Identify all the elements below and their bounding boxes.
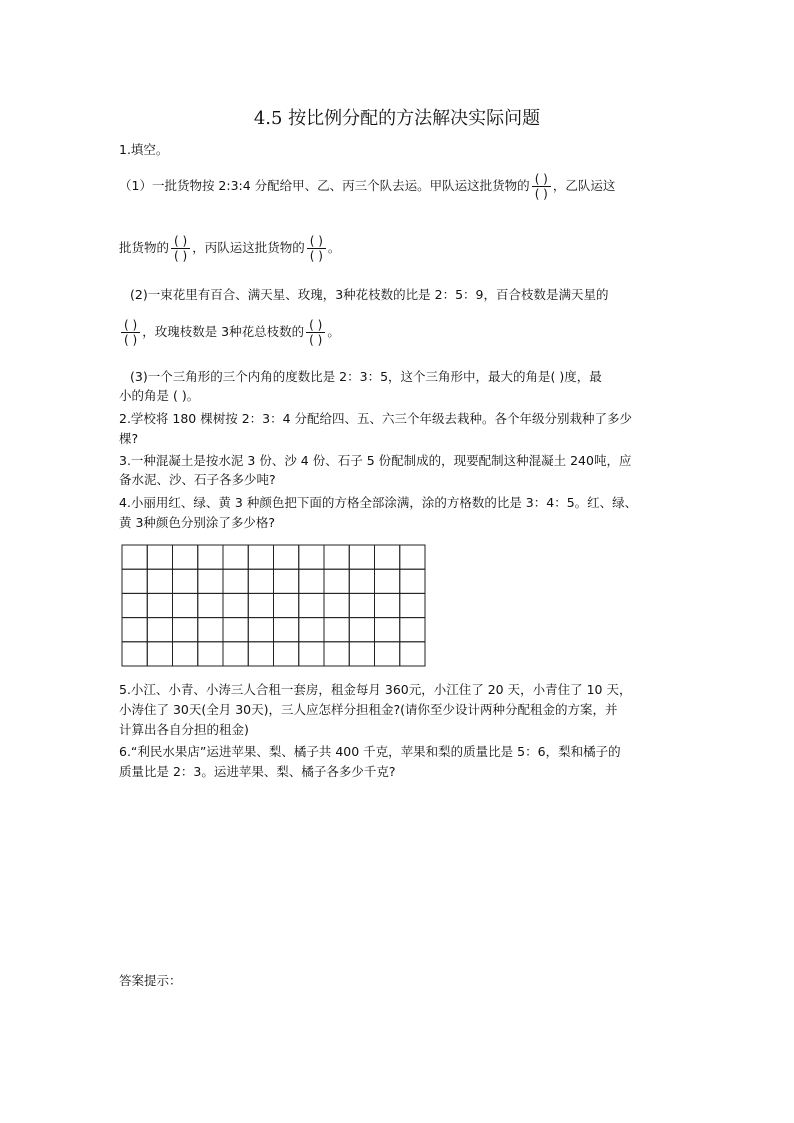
- grid-cell: [324, 545, 349, 569]
- section-heading: 1.填空。: [119, 142, 169, 157]
- grid-cell: [324, 593, 349, 617]
- grid-cell: [400, 593, 425, 617]
- grid-cell: [173, 545, 198, 569]
- fraction-blank: [306, 318, 325, 347]
- fraction-blank: [171, 234, 190, 263]
- square-grid: [121, 544, 426, 667]
- blank-numerator: ( ): [121, 318, 140, 333]
- grid-cell: [299, 545, 324, 569]
- grid-cell: [248, 642, 273, 666]
- grid-drawing: [121, 544, 426, 667]
- grid-cell: [223, 593, 248, 617]
- grid-cell: [349, 569, 374, 593]
- q1-text: 。: [327, 240, 341, 255]
- grid-cell: [122, 593, 147, 617]
- problem-3-line1: 3.一种混凝土是按水泥 3 份、沙 4 份、石子 5 份配制成的，现要配制这种混凝土 240吨，应: [119, 453, 632, 468]
- grid-cell: [375, 618, 400, 642]
- blank-numerator: ( ): [306, 318, 325, 333]
- problem-5-line1: 5.小江、小青、小涛三人合租一套房，租金每月 360元，小江住了 20 天，小青住了 10 天，: [119, 682, 632, 697]
- grid-cell: [349, 545, 374, 569]
- blank-denominator: ( ): [309, 333, 323, 347]
- grid-cell: [223, 545, 248, 569]
- grid-cell: [198, 642, 223, 666]
- fraction-blank: [307, 234, 326, 263]
- grid-cell: [122, 642, 147, 666]
- grid-cell: [248, 593, 273, 617]
- q1-text: （1）一批货物按 2:3:4 分配给甲、乙、丙三个队去运。甲队运这批货物的: [119, 178, 530, 193]
- blank-denominator: ( ): [124, 333, 138, 347]
- fraction-blank: [121, 318, 140, 347]
- grid-cell: [122, 569, 147, 593]
- grid-cell: [223, 642, 248, 666]
- grid-cell: [400, 569, 425, 593]
- fill-q2-line2: [119, 318, 340, 347]
- q2-text: ，玫瑰枝数是 3种花总枝数的: [142, 324, 305, 339]
- grid-cell: [400, 545, 425, 569]
- grid-cell: [349, 593, 374, 617]
- grid-cell: [173, 569, 198, 593]
- problem-5-line2: 小涛住了 30天(全月 30天)，三人应怎样分担租金?(请你至少设计两种分配租金的方案，并: [119, 702, 618, 717]
- grid-cell: [375, 642, 400, 666]
- grid-cell: [147, 642, 172, 666]
- grid-cell: [299, 618, 324, 642]
- grid-cell: [400, 618, 425, 642]
- grid-cell: [299, 642, 324, 666]
- page-title: 4.5 按比例分配的方法解决实际问题: [253, 108, 541, 129]
- grid-cell: [122, 618, 147, 642]
- blank-numerator: ( ): [307, 234, 326, 249]
- grid-cell: [299, 593, 324, 617]
- grid-cell: [147, 545, 172, 569]
- grid-cell: [349, 642, 374, 666]
- blank-numerator: ( ): [171, 234, 190, 249]
- grid-cell: [248, 569, 273, 593]
- grid-cell: [274, 618, 299, 642]
- fill-q1-line1: [119, 172, 615, 201]
- grid-cell: [349, 618, 374, 642]
- problem-2-line2: 棵?: [119, 431, 139, 446]
- grid-cell: [375, 569, 400, 593]
- grid-cell: [299, 569, 324, 593]
- fill-q3-line2: 小的角是 ( )。: [119, 388, 200, 403]
- problem-4-line2: 黄 3种颜色分别涂了多少格?: [119, 515, 276, 530]
- grid-cell: [147, 618, 172, 642]
- grid-cell: [274, 545, 299, 569]
- problem-4-line1: 4.小丽用红、绿、黄 3 种颜色把下面的方格全部涂满，涂的方格数的比是 3：4：5。红、绿、: [119, 495, 638, 510]
- problem-2-line1: 2.学校将 180 棵树按 2：3：4 分配给四、五、六三个年级去栽种。各个年级分别栽种了多少: [119, 411, 633, 426]
- fill-q1-line2: [119, 234, 340, 263]
- grid-cell: [248, 618, 273, 642]
- answer-hint: 答案提示：: [119, 973, 182, 988]
- grid-cell: [274, 593, 299, 617]
- grid-cell: [173, 618, 198, 642]
- grid-cell: [400, 642, 425, 666]
- blank-denominator: ( ): [309, 249, 323, 263]
- q2-text: 。: [327, 324, 340, 339]
- grid-cell: [147, 593, 172, 617]
- fill-q3-line1: (3)一个三角形的三个内角的度数比是 2：3：5，这个三角形中，最大的角是( )度，最: [130, 369, 602, 384]
- grid-cell: [248, 545, 273, 569]
- grid-cell: [198, 618, 223, 642]
- grid-cell: [223, 569, 248, 593]
- q1-text: ，乙队运这: [552, 178, 616, 193]
- grid-cell: [198, 593, 223, 617]
- grid-cell: [324, 569, 349, 593]
- grid-cell: [375, 545, 400, 569]
- grid-cell: [274, 642, 299, 666]
- grid-cell: [375, 593, 400, 617]
- fill-q2-line1: (2)一束花里有百合、满天星、玫瑰，3种花枝数的比是 2：5：9，百合枝数是满天星的: [130, 287, 609, 302]
- problem-5-line3: 计算出各自分担的租金): [119, 722, 249, 737]
- grid-cell: [122, 545, 147, 569]
- problem-6-line1: 6.“利民水果店”运进苹果、梨、橘子共 400 千克，苹果和梨的质量比是 5：6，梨和橘子的: [119, 744, 621, 759]
- grid-cell: [198, 569, 223, 593]
- grid-cell: [147, 569, 172, 593]
- grid-cell: [173, 593, 198, 617]
- grid-cell: [198, 545, 223, 569]
- grid-cell: [274, 569, 299, 593]
- grid-cell: [324, 618, 349, 642]
- problem-3-line2: 备水泥、沙、石子各多少吨?: [119, 472, 276, 487]
- blank-numerator: ( ): [532, 172, 551, 187]
- blank-denominator: ( ): [174, 249, 188, 263]
- blank-denominator: ( ): [534, 187, 548, 201]
- q1-text: ，丙队运这批货物的: [192, 240, 305, 255]
- fraction-blank: [532, 172, 551, 201]
- problem-6-line2: 质量比是 2：3。运进苹果、梨、橘子各多少千克?: [119, 764, 396, 779]
- grid-cell: [324, 642, 349, 666]
- grid-cell: [223, 618, 248, 642]
- q1-text: 批货物的: [119, 240, 170, 255]
- grid-cell: [173, 642, 198, 666]
